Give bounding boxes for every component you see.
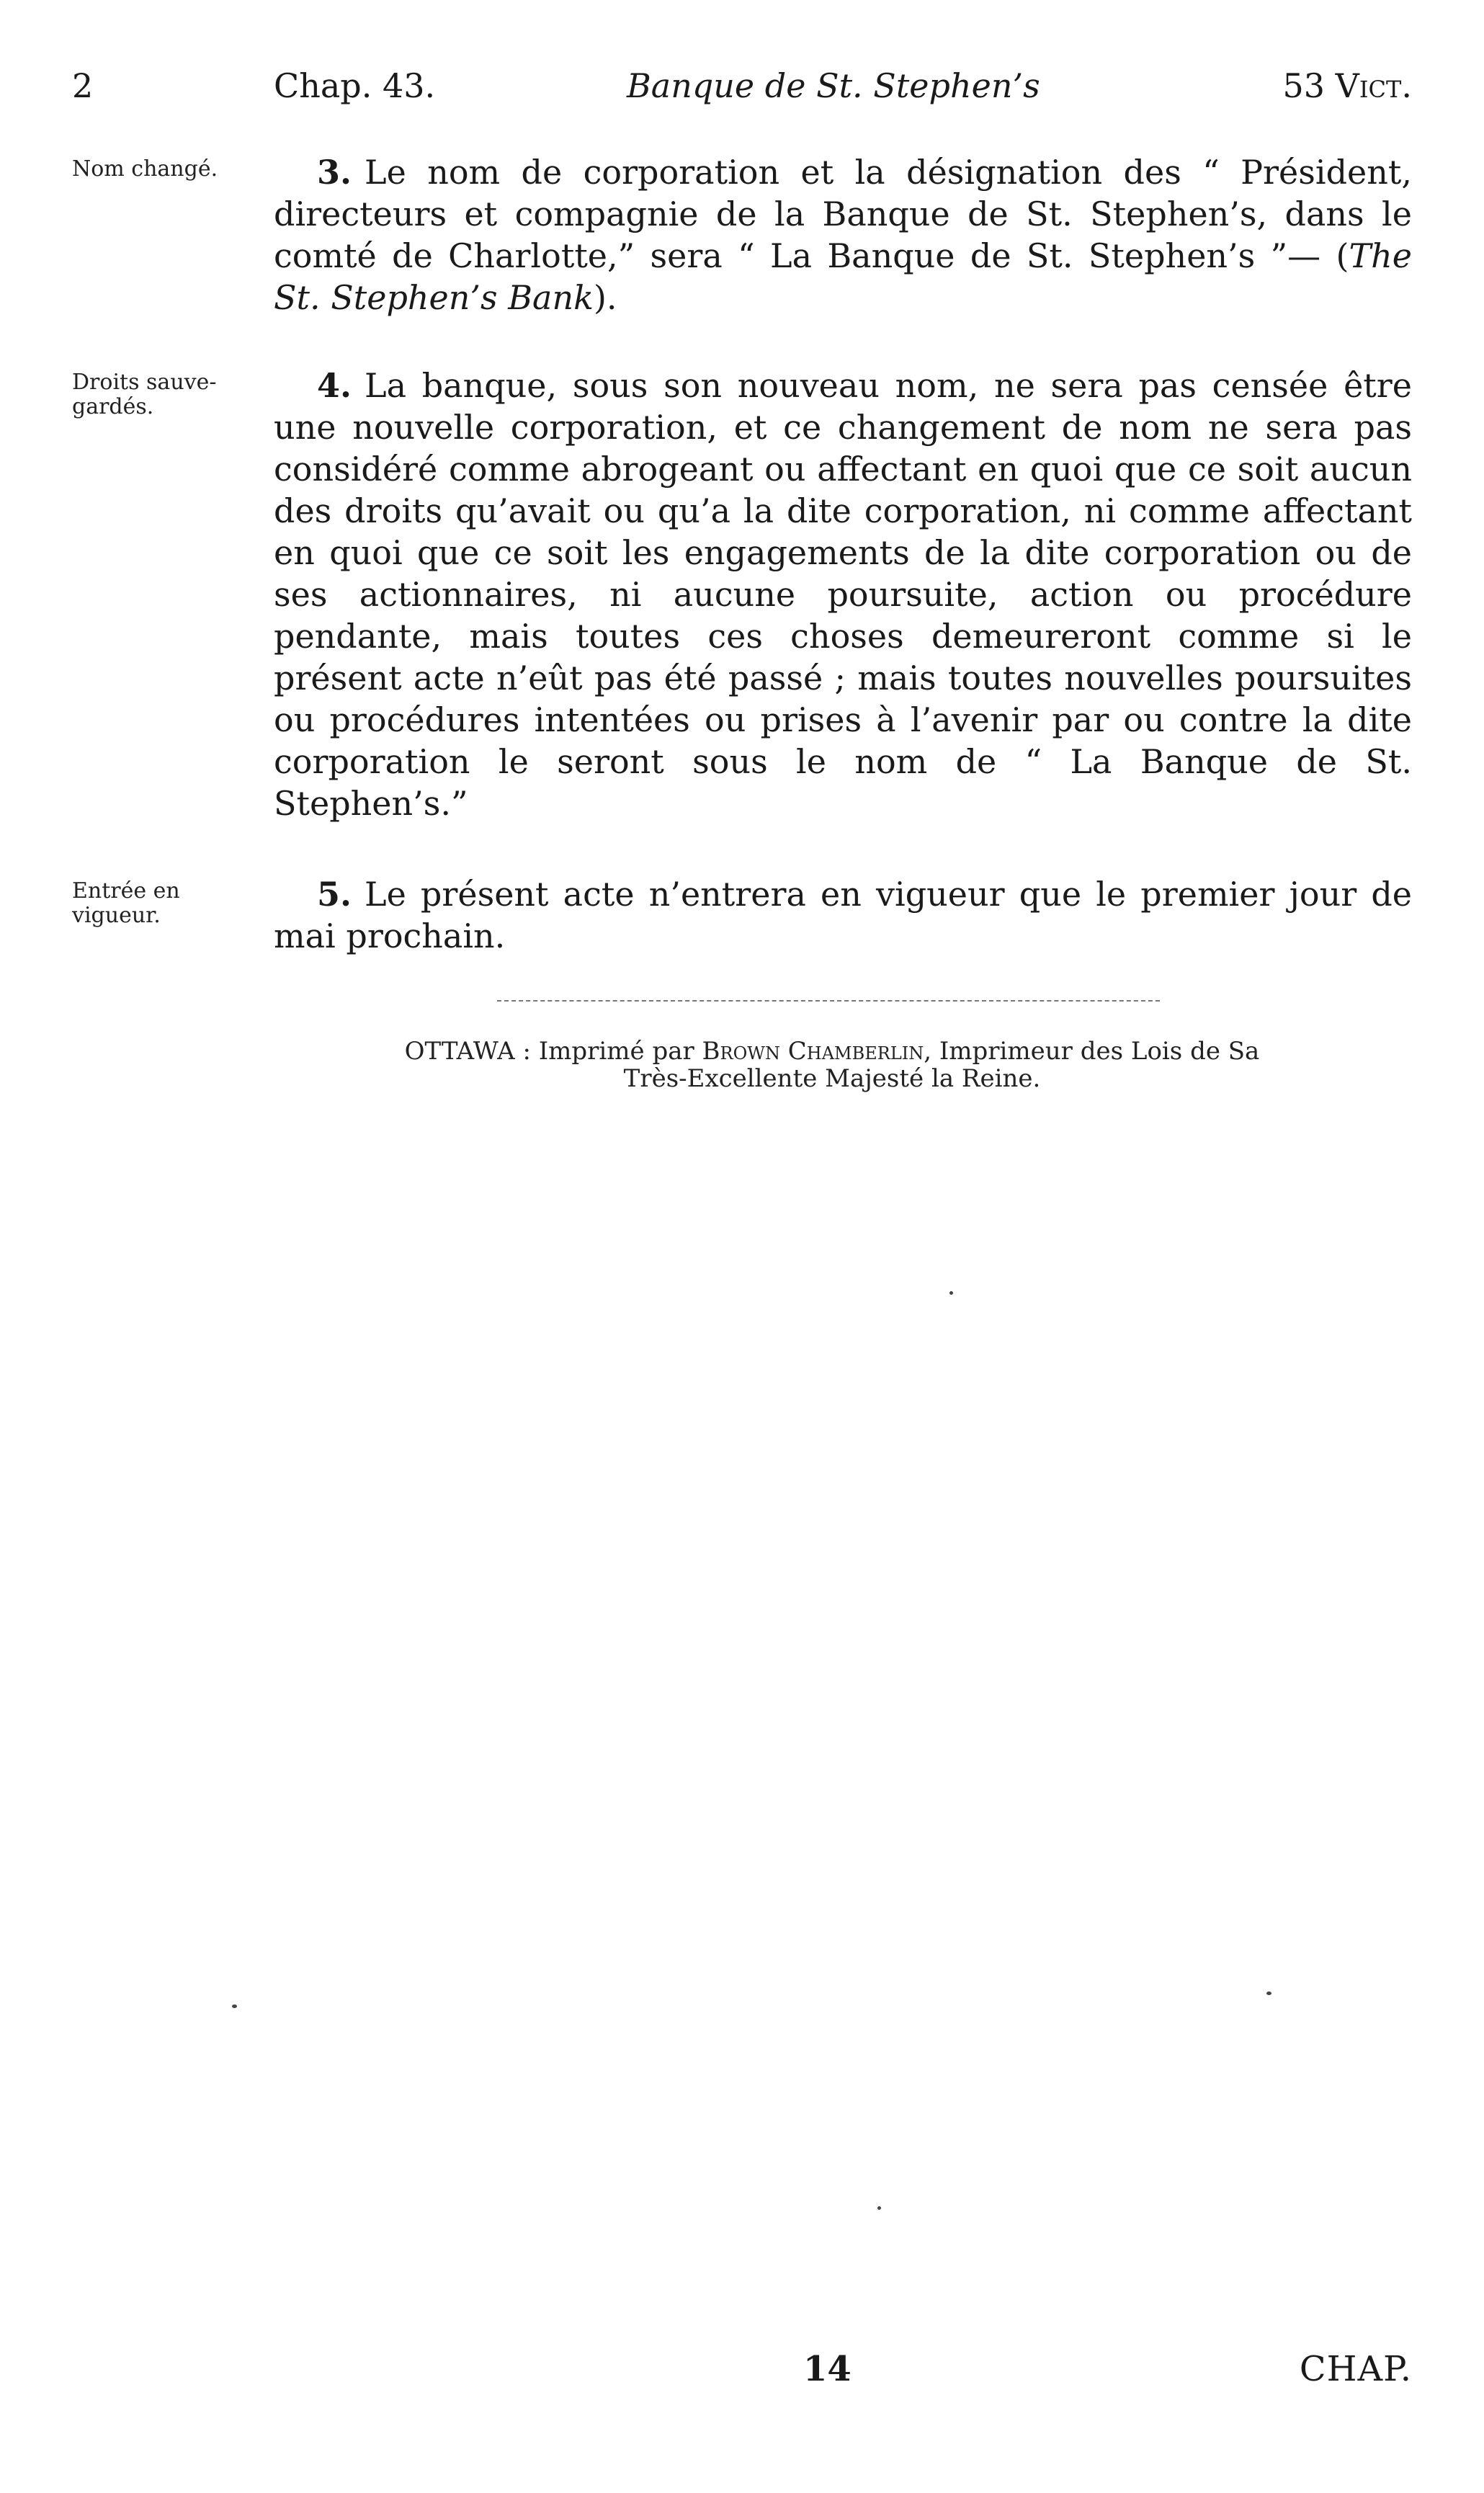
imprint-prefix: OTTAWA : Imprimé par xyxy=(404,1037,702,1066)
header-title: Banque de St. Stephen’s xyxy=(627,66,1040,105)
section-3-italic: The St. Stephen’s Bank xyxy=(274,236,1412,317)
margin-note-section-5: Entrée en vigueur. xyxy=(72,878,180,928)
section-3-text xyxy=(274,151,1412,318)
section-5-body: Le présent acte n’entrera en vigueur que le premier jour de mai prochain. xyxy=(274,875,1412,955)
imprint-printer-name: Brown Chamberlin xyxy=(702,1037,924,1066)
section-4-body: La banque, sous son nouveau nom, ne sera pas censée être une nouvelle corporation, et ce changement de nom ne sera pas considéré comme abrogeant ou affectant en quoi que ce soit aucun des droits qu’avait ou qu’a la dite corporation, ni comme affectant en quoi que ce soit les engagements de la dite corporation ou de ses actionnaires, ni aucune poursuite, action ou procédure pendante, mais toutes ces choses demeureront comme si le présent acte n’eût pas été passé ; mais toutes nouvelles poursuites ou procédures intentées ou prises à l’avenir par ou contre la dite corporation le seront sous le nom de “ La Banque de St. Stephen’s.” xyxy=(274,366,1412,823)
section-3-body-end: ). xyxy=(593,278,617,317)
margin-note-section-3: Nom changé. xyxy=(72,156,218,182)
running-header xyxy=(72,66,1412,117)
scan-speck xyxy=(949,1291,953,1295)
scan-speck xyxy=(232,2004,237,2008)
footer-catchword: CHAP. xyxy=(1299,2349,1412,2389)
margin-note-section-4: Droits sauve-gardés. xyxy=(72,370,217,419)
section-5-text xyxy=(274,873,1412,957)
section-4-text xyxy=(274,365,1412,824)
divider-rule xyxy=(497,1000,1160,1002)
imprint-line-1 xyxy=(310,1038,1354,1065)
printer-imprint xyxy=(310,1038,1354,1092)
scan-speck xyxy=(1266,1992,1271,1995)
section-5-number: 5. xyxy=(317,875,352,914)
section-3-number: 3. xyxy=(317,153,352,192)
section-3-body: Le nom de corporation et la désignation des “ Président, directeurs et compagnie de la Banque de St. Stephen’s, dans le comté de Charlotte,” sera “ La Banque de St. Stephen’s ”— ( xyxy=(274,153,1412,275)
imprint-suffix: , Imprimeur des Lois de Sa xyxy=(924,1037,1260,1066)
imprint-line-2: Très-Excellente Majesté la Reine. xyxy=(623,1064,1041,1093)
header-page-number: 2 xyxy=(72,66,94,105)
header-chapter: Chap. 43. xyxy=(274,66,436,105)
scan-speck xyxy=(877,2206,881,2210)
footer-page-number: 14 xyxy=(803,2349,851,2389)
section-4-number: 4. xyxy=(317,366,352,405)
header-regnal-year: 53 Vict. xyxy=(1282,66,1412,105)
